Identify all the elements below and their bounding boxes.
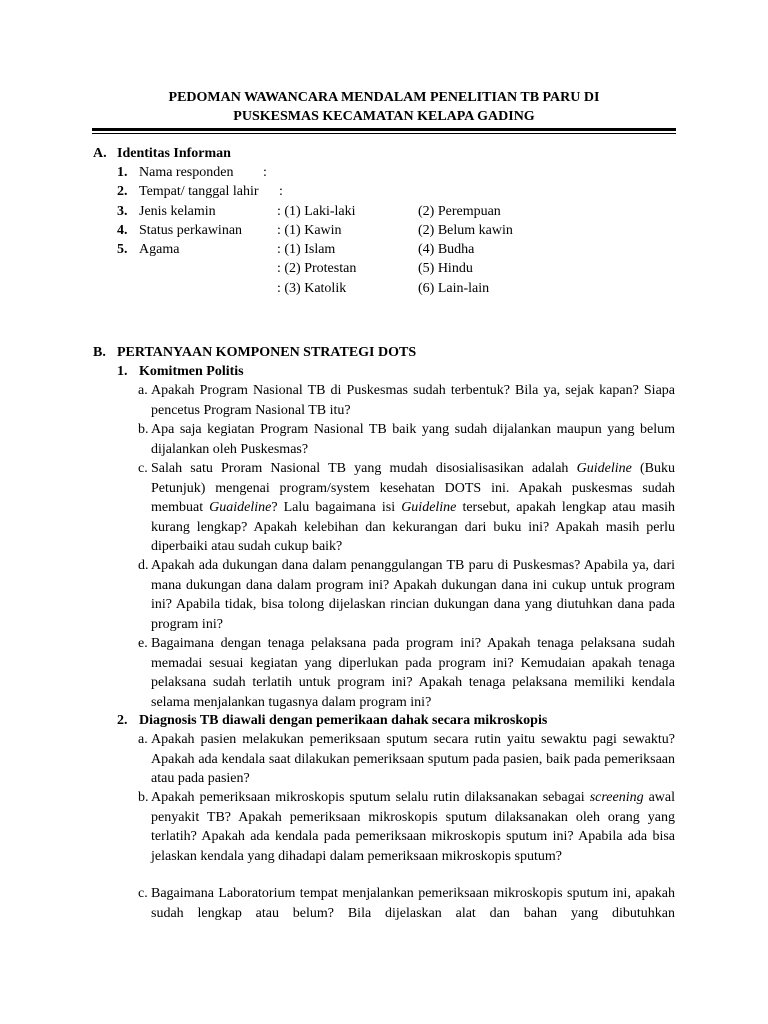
question-label: c. [138, 886, 148, 901]
question-text: Bagaimana Laboratorium tempat menjalankan pemeriksaan mikroskopis sputum ini, apakah sudah lengkap atau belum? Bila dijelaskan alat dan bahan yang dibutuhkan [151, 886, 675, 921]
item-label-status: Status perkawinan [139, 223, 243, 238]
question-text: Bagaimana dengan tenaga pelaksana pada program ini? Apakah tenaga pelaksana sudah memadai sesuai kegiatan yang diperlukan pada program ini? Kemudaian apakah tenaga pelaksana sudah terlatih untuk program ini? Apakah tenaga pelaksana memiliki kendala selama menjalankan tugasnya dalam program ini? [151, 636, 675, 710]
item-number: 1. [117, 165, 128, 180]
option-2: (2) Perempuan [418, 204, 501, 219]
item-number: 4. [117, 223, 128, 238]
title-rule-thick [92, 128, 676, 131]
question-label: e. [138, 636, 148, 651]
question-text: Apakah pasien melakukan pemeriksaan sputum secara rutin yaitu sewaktu pagi sewaktu? Apakah ada kendala saat dilakukan pemeriksaan sputum pada pasien, baik pada pemeriksaan atau pada pasien? [151, 732, 675, 787]
section-b-letter: B. [93, 345, 106, 360]
item-number: 3. [117, 204, 128, 219]
item-label-agama: Agama [139, 242, 180, 257]
option-1: : (1) Islam [277, 242, 336, 257]
question-label: d. [138, 558, 149, 573]
option-1: : (3) Katolik [277, 281, 347, 296]
subsection-heading-komitmen: Komitmen Politis [139, 364, 244, 379]
subsection-heading-diagnosis: Diagnosis TB diawali dengan pemerikaan dahak secara mikroskopis [139, 713, 548, 728]
document-title-line-1: PEDOMAN WAWANCARA MENDALAM PENELITIAN TB PARU DI [168, 90, 600, 105]
option-1: : (1) Kawin [277, 223, 342, 238]
item-colon: : [263, 165, 267, 180]
section-a-heading: Identitas Informan [117, 146, 231, 161]
item-label-tempat: Tempat/ tanggal lahir [139, 184, 259, 199]
option-1: : (1) Laki-laki [277, 204, 356, 219]
question-label: a. [138, 732, 148, 747]
option-2: (5) Hindu [418, 261, 473, 276]
question-label: b. [138, 790, 149, 805]
question-text: Apakah ada dukungan dana dalam penanggulangan TB paru di Puskesmas? Apabila ya, dari mana dukungan dana dalam program ini? Apakah dukungan dana ini cukup untuk program ini? Apabila tidak, bisa tolong dijelaskan rincian dukungan dana yang diutuhkan dana pada program ini? [151, 558, 675, 632]
title-rule-thin [92, 133, 676, 134]
item-colon: : [279, 184, 283, 199]
subsection-number: 2. [117, 713, 128, 728]
option-2: (6) Lain-lain [418, 281, 490, 296]
question-text: Apakah pemeriksaan mikroskopis sputum selalu rutin dilaksanakan sebagai screening awal penyakit TB? Apakah pemeriksaan mikroskopis sputum dilaksanakan oleh orang yang terlatih? Apakah ada kendala pada pemeriksaan mikroskopis sputum ini? Apabila ada bisa jelaskan kendala yang dihadapi dalam pemeriksaan mikroskopis sputum? [151, 790, 676, 864]
item-label-jenis-kelamin: Jenis kelamin [139, 204, 216, 219]
option-1: : (2) Protestan [277, 261, 357, 276]
option-2: (4) Budha [418, 242, 475, 257]
question-label: a. [138, 383, 148, 398]
question-label: c. [138, 461, 148, 476]
question-text: Apakah Program Nasional TB di Puskesmas sudah terbentuk? Bila ya, sejak kapan? Siapa pencetus Program Nasional TB itu? [151, 383, 675, 418]
document-title-line-2: PUSKESMAS KECAMATAN KELAPA GADING [233, 109, 535, 124]
section-b-heading: PERTANYAAN KOMPONEN STRATEGI DOTS [117, 345, 417, 360]
subsection-number: 1. [117, 364, 128, 379]
section-a-letter: A. [93, 146, 107, 161]
question-text: Salah satu Proram Nasional TB yang mudah disosialisasikan adalah Guideline (Buku Petunjuk) mengenai program/system kesehatan DOTS ini. Apakah puskesmas sudah membuat Guaideline? Lalu bagaimana isi Guideline tersebut, apakah lengkap atau masih kurang lengkap? Apakah kelebihan dan kekurangan dari buku ini? Apakah masih perlu diperbaiki atau sudah cukup baik? [151, 461, 676, 555]
question-text: Apa saja kegiatan Program Nasional TB baik yang sudah dijalankan maupun yang belum dijalankan oleh Puskesmas? [151, 422, 675, 457]
item-number: 5. [117, 242, 128, 257]
option-2: (2) Belum kawin [418, 223, 513, 238]
item-label-nama: Nama responden [139, 165, 234, 180]
question-label: b. [138, 422, 149, 437]
item-number: 2. [117, 184, 128, 199]
